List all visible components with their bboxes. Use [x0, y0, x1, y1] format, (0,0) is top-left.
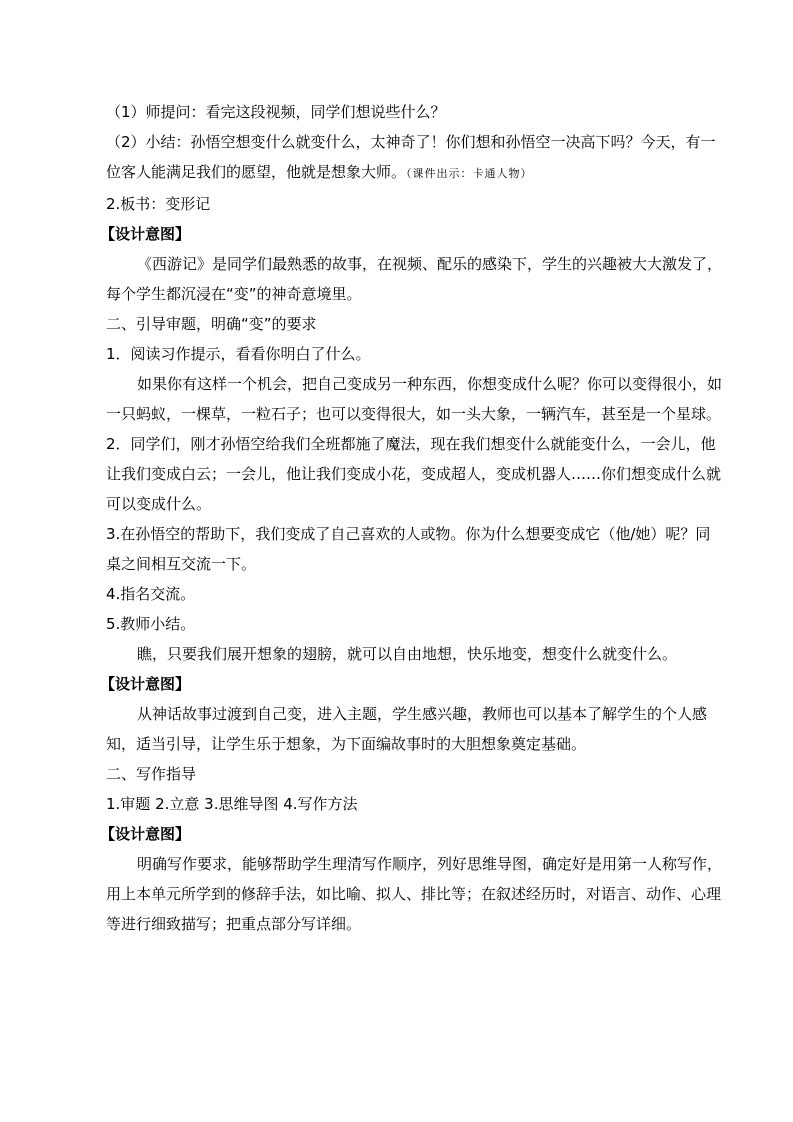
courseware-note: （课件出示：卡通人物） [406, 167, 533, 180]
paragraph-step-1: 1．阅读习作提示，看看你明白了什么。 [106, 345, 371, 363]
paragraph-teacher-conclusion: 瞧，只要我们展开想象的翅膀，就可以自由地想，快乐地变，想变什么就变什么。 [137, 645, 678, 663]
paragraph-board-writing: 2.板书：变形记 [106, 195, 211, 213]
document-body [100, 97, 723, 939]
design-intent-heading-2: 【设计意图】 [100, 675, 191, 693]
paragraph-design-intent-1: 《西游记》是同学们最熟悉的故事，在视频、配乐的感染下，学生的兴趣被大大激发了，每个学生都沉浸在“变”的神奇意境里。 [106, 255, 723, 303]
design-intent-heading-3: 【设计意图】 [100, 825, 191, 843]
paragraph-prompt-text: 如果你有这样一个机会，把自己变成另一种东西，你想变成什么呢？你可以变得很小，如一只蚂蚁，一棵草，一粒石子；也可以变得很大，如一头大象，一辆汽车，甚至是一个星球。 [106, 375, 723, 423]
paragraph-teacher-question: （1）师提问：看完这段视频，同学们想说些什么？ [106, 103, 446, 121]
design-intent-heading-1: 【设计意图】 [100, 225, 191, 243]
paragraph-step-3: 3.在孙悟空的帮助下，我们变成了自己喜欢的人或物。你为什么想要变成它（他/她）呢？同桌之间相互交流一下。 [106, 525, 711, 573]
section-heading-writing-guide: 二、写作指导 [106, 765, 197, 783]
paragraph-step-5: 5.教师小结。 [106, 615, 196, 633]
paragraph-design-intent-3: 明确写作要求，能够帮助学生理清写作顺序，列好思维导图，确定好是用第一人称写作，用上本单元所学到的修辞手法，如比喻、拟人、排比等；在叙述经历时，对语言、动作、心理等进行细致描写；把重点部分写详细。 [106, 855, 723, 933]
paragraph-step-2: 2．同学们，刚才孙悟空给我们全班都施了魔法，现在我们想变什么就能变什么，一会儿，他让我们变成白云；一会儿，他让我们变成小花，变成超人，变成机器人……你们想变成什么就可以变成什么。 [106, 435, 722, 513]
paragraph-summary [106, 127, 722, 189]
summary-text: （2）小结：孙悟空想变什么就变什么，太神奇了！你们想和孙悟空一决高下吗？今天，有一位客人能满足我们的愿望，他就是想象大师。 [106, 133, 716, 181]
section-heading-guide: 二、引导审题，明确“变”的要求 [106, 315, 317, 333]
paragraph-design-intent-2: 从神话故事过渡到自己变，进入主题，学生感兴趣，教师也可以基本了解学生的个人感知，适当引导，让学生乐于想象，为下面编故事时的大胆想象奠定基础。 [106, 705, 708, 753]
paragraph-step-4: 4.指名交流。 [106, 585, 196, 603]
paragraph-writing-steps: 1.审题 2.立意 3.思维导图 4.写作方法 [106, 795, 358, 813]
